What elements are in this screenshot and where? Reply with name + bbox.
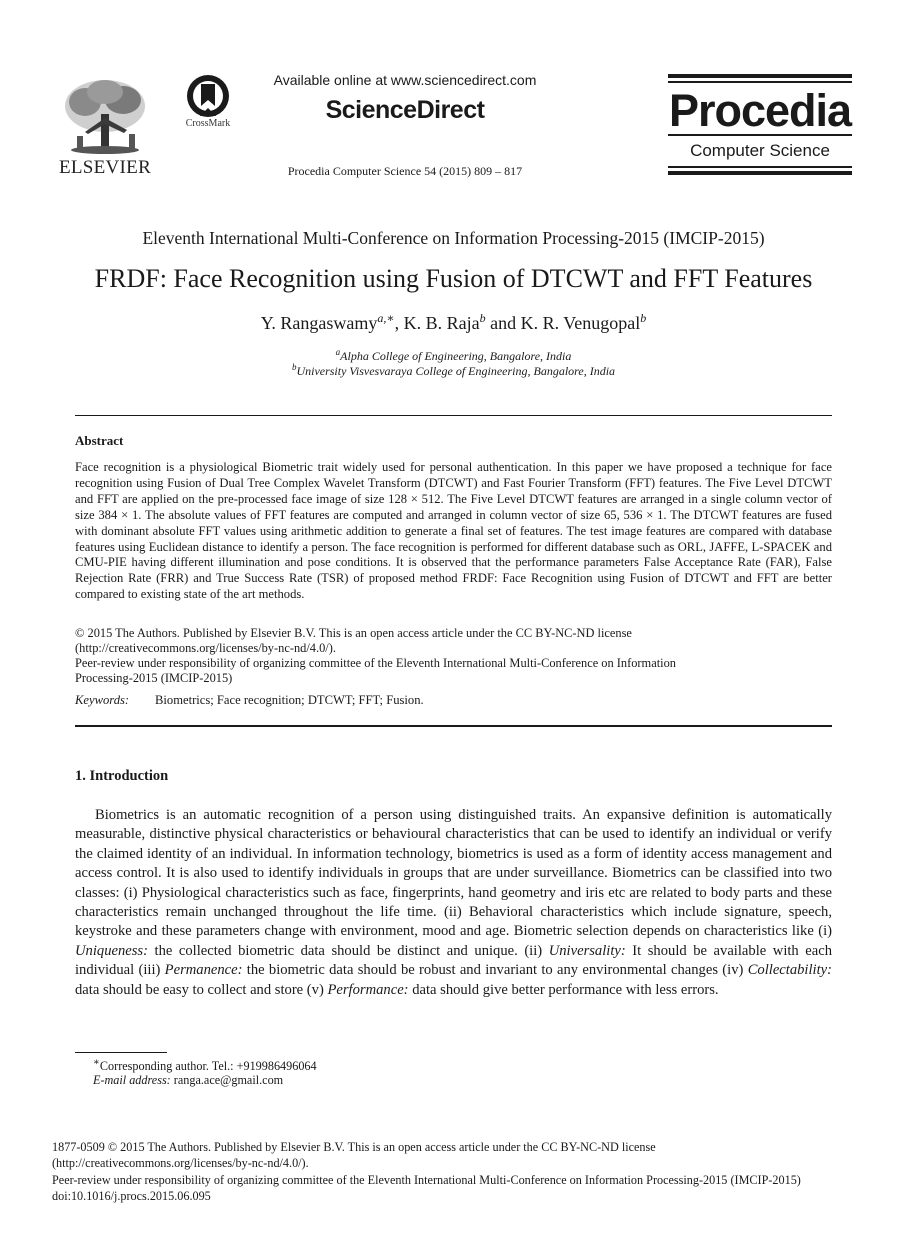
keywords-list: Biometrics; Face recognition; DTCWT; FFT; Fusion.	[155, 693, 424, 707]
footnote-rule	[75, 1052, 167, 1053]
elsevier-wordmark: ELSEVIER	[58, 157, 152, 178]
sciencedirect-title: ScienceDirect	[325, 96, 485, 124]
section-heading-introduction: 1. Introduction	[75, 768, 169, 784]
author-affiliation-mark[interactable]: a,∗	[377, 311, 395, 325]
peer-review-line-2: Processing-2015 (IMCIP-2015)	[75, 671, 233, 685]
author-list	[40, 311, 867, 334]
license-link[interactable]: (http://creativecommons.org/licenses/by-nc-nd/4.0/).	[75, 641, 336, 655]
abstract-body: Face recognition is a physiological Biometric trait widely used for personal authentication. In this paper we have proposed a technique for face recognition using Fusion of Dual Tree Complex Wavelet Transform (DTCWT) and Fast Fourier Transform (FFT) features. The Five Level DTCWT and FFT are applied on the pre-processed face image of size 128 × 512. The Five Level DTCWT features are arranged in a single column vector of size 384 × 1. The absolute values of FFT features are computed and arranged in column vector of size 65, 536 × 1. The DTCWT features are fused with dominant absolute FFT values using arithmetic addition to generate a final set of features. The test image features are compared with database features using Euclidean distance to identify a person. The face recognition is performed for different database such as ORL, JAFFE, L-SPACEK and CMU-PIE having different illumination and pose conditions. It is observed that the performance parameters False Acceptance Rate (FAR), False Rejection Rate (FRR) and True Success Rate (TSR) of proposed method FRDF: Face Recognition using Fusion of DTCWT and FFT are better compared to existing state of the art methods.	[75, 460, 832, 602]
author-separator: and	[485, 313, 521, 333]
journal-citation: Procedia Computer Science 54 (2015) 809 – 817	[287, 164, 523, 178]
term-uniqueness: Uniqueness:	[75, 942, 148, 959]
affiliation-mark: b	[291, 362, 297, 372]
abstract-top-rule	[75, 415, 832, 416]
intro-text-run: the biometric data should be robust and invariant to any environmental changes (iv)	[242, 962, 748, 979]
footer-doi[interactable]: doi:10.1016/j.procs.2015.06.095	[52, 1189, 211, 1203]
copyright-line: © 2015 The Authors. Published by Elsevier B.V. This is an open access article under the CC BY-NC-ND license	[75, 626, 632, 640]
term-universality: Universality:	[548, 942, 626, 959]
author-affiliation-mark[interactable]: b	[479, 311, 486, 325]
email-address[interactable]: ranga.ace@gmail.com	[170, 1073, 284, 1087]
crossmark-label: CrossMark	[185, 118, 231, 129]
footer-license-link[interactable]: (http://creativecommons.org/licenses/by-nc-nd/4.0/).	[52, 1156, 309, 1170]
abstract-bottom-rule	[75, 725, 832, 727]
intro-text-run: It should be available with each individual (iii)	[75, 942, 833, 979]
paper-title: FRDF: Face Recognition using Fusion of DTCWT and FFT Features	[94, 264, 813, 293]
author-affiliation-mark[interactable]: b	[640, 311, 647, 325]
author-name: Y. Rangaswamy	[260, 313, 378, 333]
procedia-wordmark: Procedia	[668, 85, 852, 136]
author-separator: ,	[394, 313, 404, 333]
affiliation-b	[40, 362, 867, 379]
intro-text-run: Biometrics is an automatic recognition of a person using distinguished traits. An expansive definition is automatically measurable, distinctive physical characteristics or behavioural characteristics that can be used to identify an individual or verify the claimed identity of an individual. In information technology, biometrics is used as a form of identity access management and access control. It is also used to identify individuals in groups that are under surveillance. Biometrics can be classified into two classes: (i) Physiological characteristics such as face, fingerprints, hand geometry and iris etc are related to body parts and these characteristics remain unchanged throughout the life time. (ii) Behavioral characteristics which include signature, speech, keystroke and these parameters change with environment, mood and age. Biometric selection depends on characteristics like (i)	[75, 807, 832, 940]
email-label: E-mail address:	[93, 1073, 171, 1087]
intro-text-run: the collected biometric data should be distinct and unique. (ii)	[147, 942, 549, 959]
footer-issn-line: 1877-0509 © 2015 The Authors. Published by Elsevier B.V. This is an open access article under the CC BY-NC-ND license	[52, 1140, 656, 1154]
term-collectability: Collectability:	[747, 962, 832, 979]
keywords-line	[75, 693, 424, 708]
procedia-subtitle: Computer Science	[690, 141, 830, 160]
keywords-label: Keywords:	[75, 693, 130, 707]
corresponding-mark: ∗	[93, 1057, 100, 1068]
corresponding-author-note	[93, 1057, 317, 1074]
term-performance: Performance:	[327, 981, 409, 998]
affiliation-text: Alpha College of Engineering, Bangalore, India	[340, 349, 572, 363]
intro-text-run: data should be easy to collect and store (v)	[75, 981, 328, 998]
corresponding-author-text: Corresponding author. Tel.: +919986496064	[99, 1059, 317, 1074]
introduction-paragraph	[75, 806, 832, 1000]
email-note	[93, 1073, 283, 1088]
available-online-text[interactable]: Available online at www.sciencedirect.com	[273, 72, 537, 88]
footer-peer-review: Peer-review under responsibility of organizing committee of the Eleventh International Multi-Conference on Information Processing-2015 (IMCIP-2015)	[52, 1173, 801, 1187]
affiliation-mark: a	[335, 347, 341, 357]
conference-name: Eleventh International Multi-Conference on Information Processing-2015 (IMCIP-2015)	[142, 228, 765, 248]
author-name: K. R. Venugopal	[520, 313, 641, 333]
abstract-heading: Abstract	[75, 433, 124, 448]
peer-review-line: Peer-review under responsibility of organizing committee of the Eleventh International Multi-Conference on Information	[75, 656, 676, 670]
term-permanence: Permanence:	[164, 962, 243, 979]
intro-text-run: data should give better performance with less errors.	[408, 981, 719, 998]
affiliation-text: University Visvesvaraya College of Engineering, Bangalore, India	[296, 364, 616, 378]
author-name: K. B. Raja	[403, 313, 480, 333]
